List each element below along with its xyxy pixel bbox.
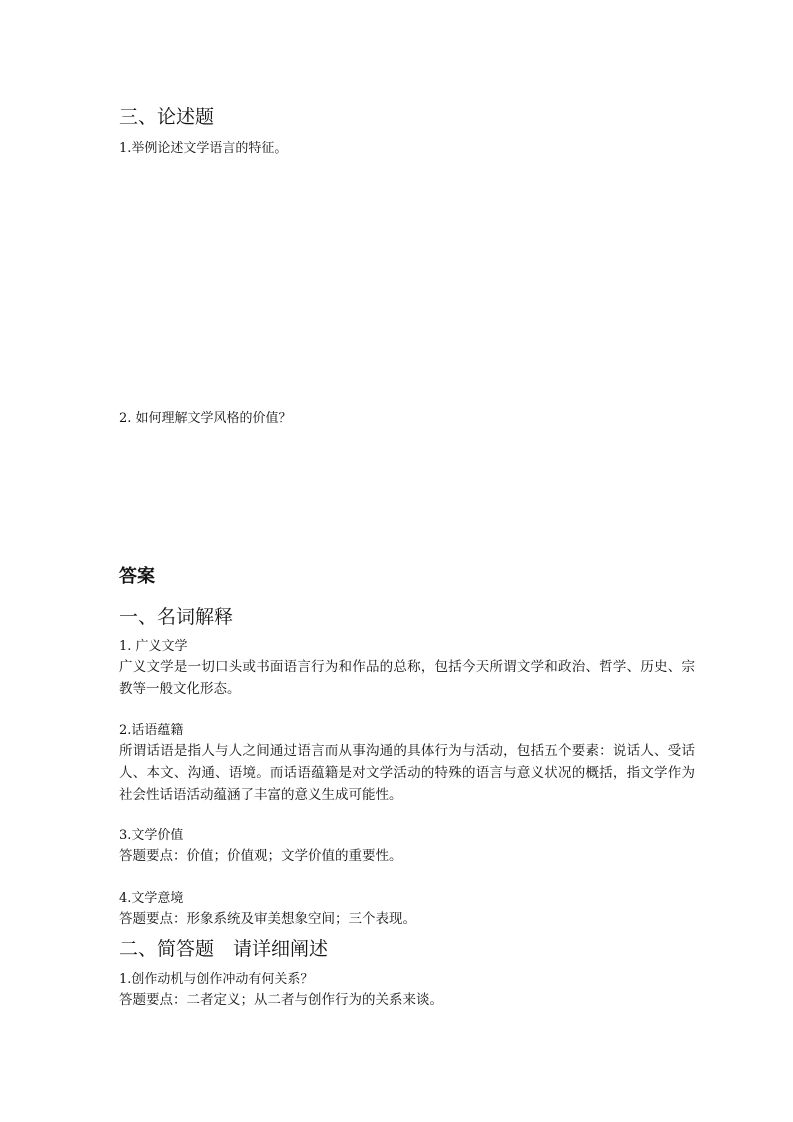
section-title-terms: 一、名词解释 — [119, 606, 234, 628]
essay-question-1: 1.举例论述文学语言的特征。 — [119, 141, 288, 156]
section-title-essay: 三、论述题 — [119, 106, 215, 128]
term-title-4: 4.文学意境 — [119, 891, 184, 906]
essay-question-2: 2. 如何理解文学风格的价值？ — [119, 411, 292, 426]
term-text-3: 答题要点：价值；价值观；文学价值的重要性。 — [119, 848, 403, 864]
term-text-2: 所谓话语是指人与人之间通过语言而从事沟通的具体行为与活动，包括五个要素：说话人、受话人、本文、沟通、语境。而话语蕴籍是对文学活动的特殊的语言与意义状况的概括，指文学作为社会性话语活动蕴涵了丰富的意义生成可能性。 — [119, 743, 695, 803]
answer-title: 答案 — [119, 566, 155, 587]
term-text-1: 广义文学是一切口头或书面语言行为和作品的总称，包括今天所谓文学和政治、哲学、历史、宗教等一般文化形态。 — [119, 659, 695, 697]
short-answer-text-1: 答题要点：二者定义；从二者与创作行为的关系来谈。 — [119, 992, 443, 1008]
section-title-short-answer: 二、简答题 请详细阐述 — [119, 938, 329, 960]
term-title-1: 1. 广义文学 — [119, 639, 188, 654]
term-title-3: 3.文学价值 — [119, 828, 184, 843]
term-text-4: 答题要点：形象系统及审美想象空间；三个表现。 — [119, 911, 416, 927]
term-title-2: 2.话语蕴籍 — [119, 723, 184, 738]
short-answer-title-1: 1.创作动机与创作冲动有何关系？ — [119, 972, 314, 987]
